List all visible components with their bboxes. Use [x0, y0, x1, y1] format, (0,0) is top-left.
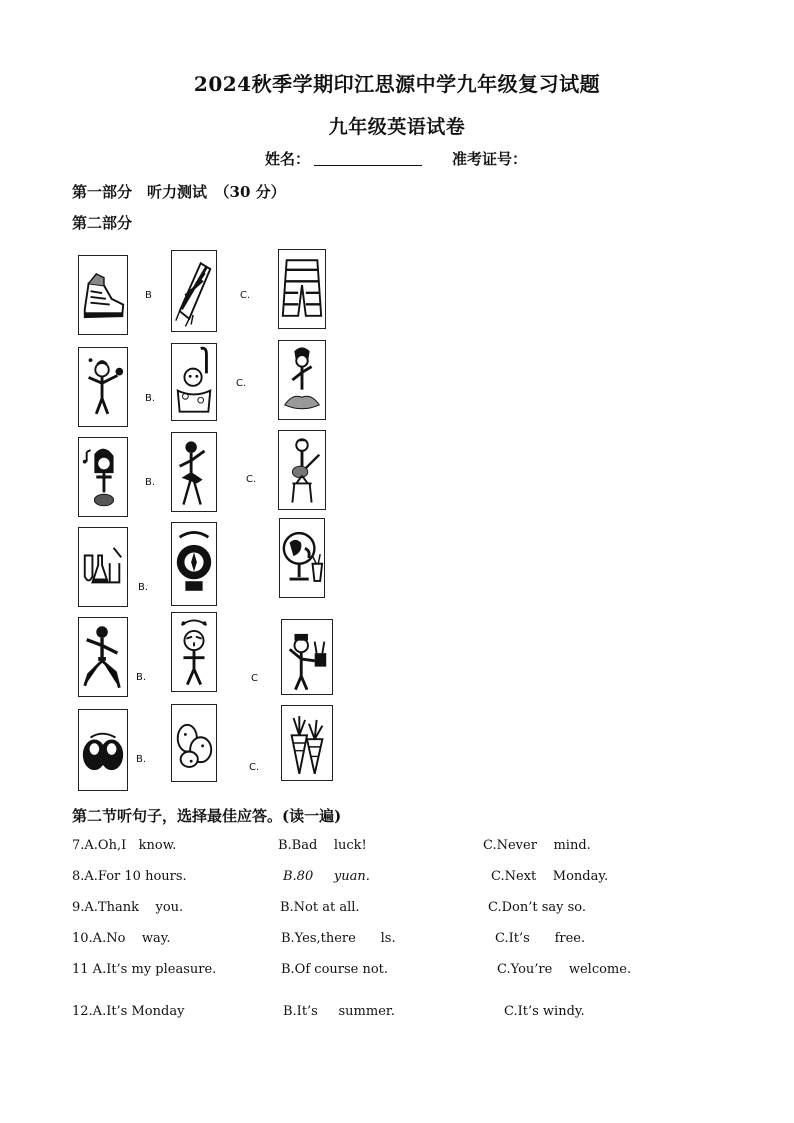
info-line	[265, 148, 527, 169]
singing-girl-icon	[78, 437, 128, 517]
part2-heading: 第二部分	[72, 214, 133, 232]
name-blank[interactable]	[314, 151, 422, 166]
exam-number-label: 准考证号：	[452, 150, 528, 168]
row1-option-b: B	[145, 290, 152, 301]
globe-icon	[279, 518, 325, 598]
bathing-boy-icon	[171, 343, 217, 421]
row4-option-b: B.	[138, 582, 149, 593]
question-8-option-b[interactable]: B.80 yuan.	[283, 869, 370, 884]
row2-option-b: B.	[145, 393, 156, 404]
carrots-icon	[281, 705, 333, 781]
exam-title: 2024秋季学期印江思源中学九年级复习试题	[193, 72, 601, 96]
question-10-option-c[interactable]: C.It’s free.	[495, 931, 586, 946]
question-12-option-a[interactable]: 12.A.It’s Monday	[72, 1004, 185, 1019]
question-10-option-b[interactable]: B.Yes,there ls.	[281, 931, 396, 946]
compass-icon	[171, 522, 217, 606]
waiter-boy-icon	[78, 347, 128, 427]
exam-subtitle: 九年级英语试卷	[328, 116, 466, 138]
question-8-option-a[interactable]: 8.A.For 10 hours.	[72, 869, 187, 884]
question-9-option-c[interactable]: C.Don’t say so.	[488, 900, 587, 915]
question-7-option-c[interactable]: C.Never mind.	[483, 838, 591, 853]
kungfu-man-icon	[78, 617, 128, 697]
lab-flasks-icon	[78, 527, 128, 607]
row3-option-b: B.	[145, 477, 156, 488]
question-7-option-a[interactable]: 7.A.Oh,I know.	[72, 838, 177, 853]
magician-icon	[281, 619, 333, 695]
potatoes-icon	[171, 704, 217, 782]
dancing-girl-icon	[278, 340, 326, 420]
row3-option-c: C.	[246, 474, 257, 485]
shorts-icon	[278, 249, 326, 329]
guitar-player-icon	[278, 430, 326, 510]
question-11-option-a[interactable]: 11 A.It’s my pleasure.	[72, 962, 217, 977]
question-9-option-b[interactable]: B.Not at all.	[280, 900, 360, 915]
row5-option-b: B.	[136, 672, 147, 683]
sneaker-icon	[78, 255, 128, 335]
question-12-option-b[interactable]: B.It’s summer.	[283, 1004, 395, 1019]
row2-option-c: C.	[236, 378, 247, 389]
row1-option-c: C.	[240, 290, 251, 301]
name-label: 姓名：	[265, 150, 311, 168]
question-11-option-c[interactable]: C.You’re welcome.	[497, 962, 632, 977]
part1-heading: 第一部分 听力测试 （30 分）	[72, 183, 286, 201]
section2-heading: 第二节听句子，选择最佳应答。(读一遍)	[72, 807, 342, 825]
question-10-option-a[interactable]: 10.A.No way.	[72, 931, 171, 946]
question-7-option-b[interactable]: B.Bad luck!	[278, 838, 367, 853]
row5-option-c: C	[251, 673, 258, 684]
opera-face-icon	[171, 612, 217, 692]
row6-option-b: B.	[136, 754, 147, 765]
question-12-option-c[interactable]: C.It’s windy.	[504, 1004, 585, 1019]
question-9-option-a[interactable]: 9.A.Thank you.	[72, 900, 184, 915]
dancer-icon	[171, 432, 217, 512]
scarf-icon	[171, 250, 217, 332]
question-11-option-b[interactable]: B.Of course not.	[281, 962, 389, 977]
row6-option-c: C.	[249, 762, 260, 773]
question-8-option-c[interactable]: C.Next Monday.	[491, 869, 609, 884]
shoes-icon	[78, 709, 128, 791]
